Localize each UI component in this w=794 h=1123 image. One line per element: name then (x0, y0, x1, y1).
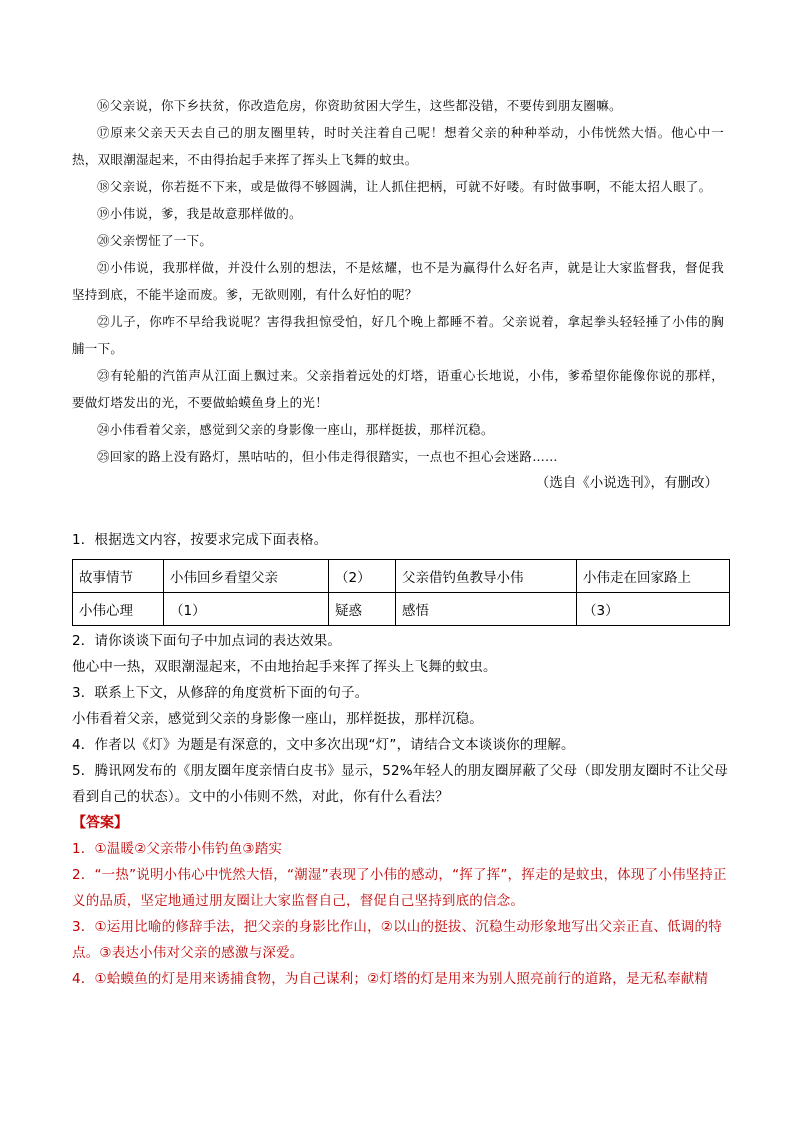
table-row (73, 560, 730, 593)
table-row (73, 593, 730, 626)
table-cell: 疑惑 (329, 593, 396, 626)
table-cell: 感悟 (396, 593, 577, 626)
question-2-sentence: 他心中一热，双眼潮湿起来，不由地抬起手来挥了挥头上飞舞的蚊虫。 (72, 659, 497, 675)
paragraph-24: ㉔小伟看着父亲，感觉到父亲的身影像一座山，那样挺拔，那样沉稳。 (97, 422, 494, 437)
plot-table (72, 559, 730, 626)
question-2: 2．请你谈谈下面句子中加点词的表达效果。 (72, 633, 342, 649)
answer-1: 1．①温暖②父亲带小伟钓鱼③踏实 (72, 841, 283, 857)
table-cell: 小伟心理 (73, 593, 164, 626)
paragraph-25: ㉕回家的路上没有路灯，黑咕咕的，但小伟走得很踏实，一点也不担心会迷路…… (97, 449, 558, 464)
story-passage (72, 92, 724, 496)
table-cell: 故事情节 (73, 560, 164, 593)
question-4: 4．作者以《灯》为题是有深意的，文中多次出现“灯”，请结合文本谈谈你的理解。 (72, 737, 575, 753)
paragraph-20: ⑳父亲愣怔了一下。 (97, 233, 213, 248)
table-cell: （3） (577, 593, 730, 626)
question-1: 1．根据选文内容，按要求完成下面表格。 (72, 532, 328, 548)
answer-4: 4．①蛤蟆鱼的灯是用来诱捕食物，为自己谋利；②灯塔的灯是用来为别人照亮前行的道路，是无私奉献精 (72, 971, 709, 987)
paragraph-22: ㉒儿子，你咋不早给我说呢？害得我担惊受怕，好几个晚上都睡不着。父亲说着，拿起拳头轻轻捶了小伟的胸脯一下。 (72, 314, 724, 356)
paragraph-23: ㉓有轮船的汽笛声从江面上飘过来。父亲指着远处的灯塔，语重心长地说，小伟，爹希望你能像你说的那样，要做灯塔发出的光，不要做蛤蟆鱼身上的光！ (72, 368, 724, 410)
table-cell: 小伟回乡看望父亲 (164, 560, 329, 593)
paragraph-18: ⑱父亲说，你若挺不下来，或是做得不够圆满，让人抓住把柄，可就不好喽。有时做事啊，不能太招人眼了。 (97, 179, 712, 194)
question-5: 5．腾讯网发布的《朋友圈年度亲情白皮书》显示，52%年轻人的朋友圈屏蔽了父母（即发朋友圈时不让父母看到自己的状态）。文中的小伟则不然，对此，你有什么看法？ (72, 763, 728, 805)
paragraph-21: ㉑小伟说，我那样做，并没什么别的想法，不是炫耀，也不是为赢得什么好名声，就是让大家监督我，督促我坚持到底，不能半途而废。爹，无欲则刚，有什么好怕的呢？ (72, 260, 724, 302)
table-cell: 父亲借钓鱼教导小伟 (396, 560, 577, 593)
source-note: （选自《小说选刊》，有删改） (535, 475, 718, 491)
answer-header: 【答案】 (72, 815, 128, 831)
paragraph-16: ⑯父亲说，你下乡扶贫，你改造危房，你资助贫困大学生，这些都没错，不要传到朋友圈嘛。 (97, 98, 622, 113)
questions-section (72, 527, 732, 992)
table-cell: （2） (329, 560, 396, 593)
paragraph-17: ⑰原来父亲天天去自己的朋友圈里转，时时关注着自己呢！想着父亲的种种举动，小伟恍然大悟。他心中一热，双眼潮湿起来，不由得抬起手来挥了挥头上飞舞的蚊虫。 (72, 125, 724, 167)
table-cell: 小伟走在回家路上 (577, 560, 730, 593)
question-3: 3．联系上下文，从修辞的角度赏析下面的句子。 (72, 685, 369, 701)
paragraph-19: ⑲小伟说，爹，我是故意那样做的。 (97, 206, 302, 221)
question-3-sentence: 小伟看着父亲，感觉到父亲的身影像一座山，那样挺拔，那样沉稳。 (72, 711, 483, 727)
answer-3: 3．①运用比喻的修辞手法，把父亲的身影比作山，②以山的挺拔、沉稳生动形象地写出父亲正直、低调的特点。③表达小伟对父亲的感激与深爱。 (72, 919, 722, 961)
table-cell: （1） (164, 593, 329, 626)
answer-2: 2．“一热”说明小伟心中恍然大悟，“潮湿”表现了小伟的感动，“挥了挥”，挥走的是蚊虫，体现了小伟坚持正义的品质，坚定地通过朋友圈让大家监督自己，督促自己坚持到底的信念。 (72, 867, 727, 909)
